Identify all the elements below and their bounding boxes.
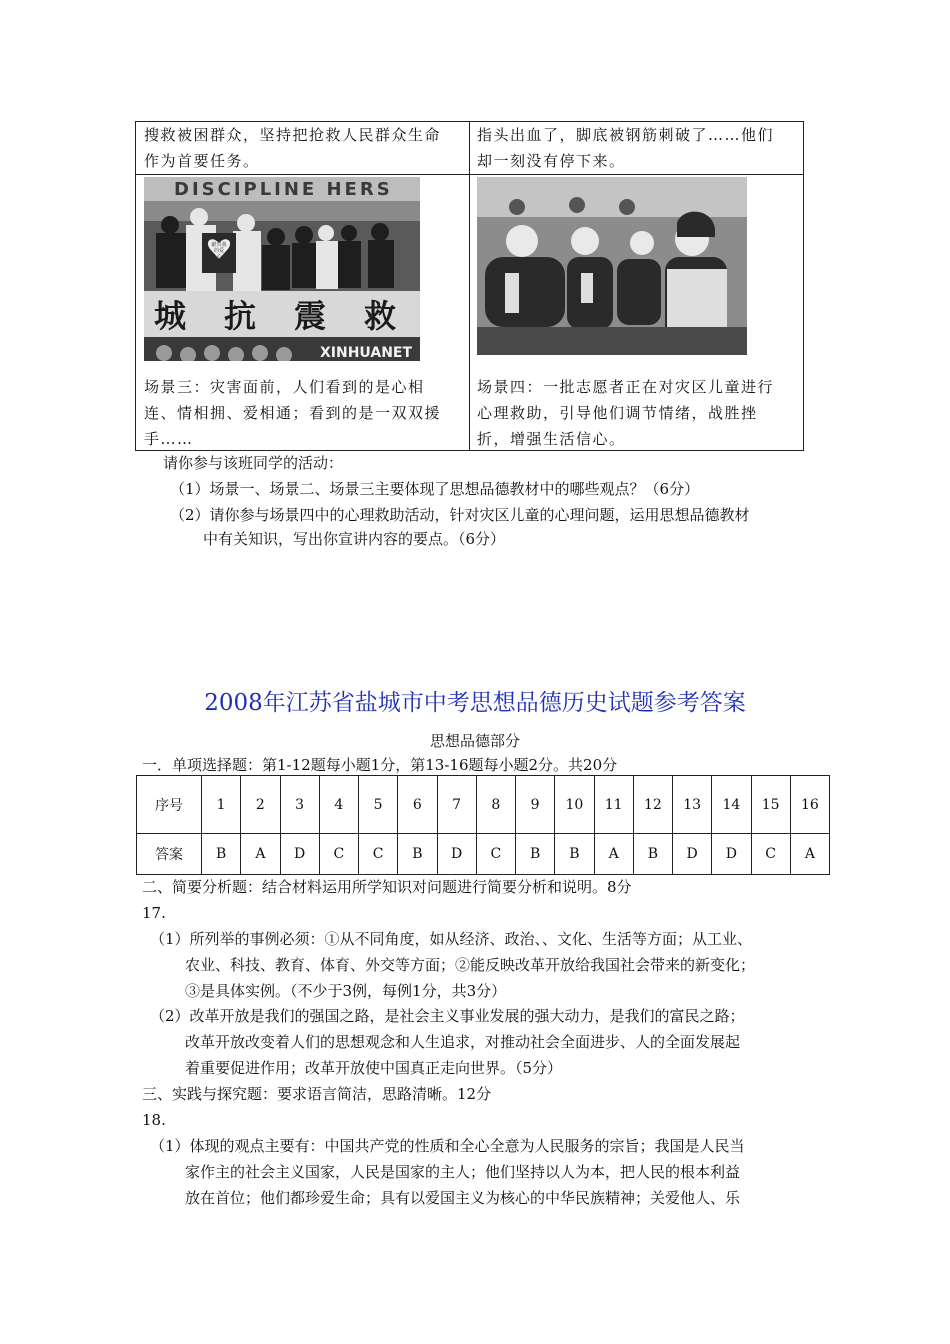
table-cell: B — [633, 834, 672, 875]
text-line: 作为首要任务。 — [144, 152, 260, 170]
text-line: 场景四：一批志愿者正在对灾区儿童进行 — [477, 378, 775, 396]
scene-table — [135, 121, 804, 451]
text-line: 心理救助，引导他们调节情绪，战胜挫 — [477, 404, 758, 422]
section-1-heading: 一．单项选择题：第1-12题每小题1分，第13-16题每小题2分。共20分 — [142, 756, 618, 774]
scene3-photo — [144, 177, 420, 361]
table-cell: 1 — [202, 776, 241, 834]
answer-text-line: （1）体现的观点主要有：中国共产党的性质和全心全意为人民服务的宗旨；我国是人民当 — [150, 1137, 745, 1155]
table-cell: B — [555, 834, 594, 875]
banner-top-text: DISCIPLINE HERS — [174, 179, 393, 200]
table-row — [137, 776, 830, 834]
table-cell: B — [516, 834, 555, 875]
table-cell: 12 — [633, 776, 672, 834]
table-cell: A — [241, 834, 280, 875]
table-cell: 7 — [437, 776, 476, 834]
table-cell: 序号 — [137, 776, 202, 834]
question-intro: 请你参与该班同学的活动： — [163, 454, 344, 472]
table-divider — [469, 122, 470, 450]
table-cell: 13 — [673, 776, 712, 834]
text-line: 场景三：灾害面前，人们看到的是心相 — [144, 378, 425, 396]
table-cell: 6 — [398, 776, 437, 834]
table-cell: 10 — [555, 776, 594, 834]
scene4-text — [477, 374, 799, 452]
watermark-text: XINHUANET — [320, 345, 413, 361]
table-cell: C — [751, 834, 790, 875]
scene-top-right-text — [477, 122, 799, 174]
table-divider — [136, 174, 803, 175]
text-line: 折，增强生活信心。 — [477, 430, 626, 448]
text-line: 搜救被困群众，坚持把抢救人民群众生命 — [144, 126, 442, 144]
question-2-line2: 中有关知识，写出你宣讲内容的要点。（6分） — [203, 530, 506, 548]
text-line: 手…… — [144, 430, 194, 448]
table-row — [137, 834, 830, 875]
table-cell: C — [319, 834, 358, 875]
banner-bottom-text: 城 — [154, 297, 187, 335]
table-cell: C — [476, 834, 515, 875]
table-cell: 2 — [241, 776, 280, 834]
table-cell: 16 — [790, 776, 829, 834]
table-cell: D — [437, 834, 476, 875]
table-cell: 3 — [280, 776, 319, 834]
table-cell: D — [673, 834, 712, 875]
answer-text-line: 着重要促进作用；改革开放使中国真正走向世界。（5分） — [185, 1059, 563, 1077]
section-2-heading: 二、简要分析题：结合材料运用所学知识对问题进行简要分析和说明。8分 — [142, 878, 632, 896]
table-cell: 答案 — [137, 834, 202, 875]
answer-text-line: 农业、科技、教育、体育、外交等方面；②能反映改革开放给我国社会带来的新变化； — [185, 956, 756, 974]
heart-text: 献出我 — [211, 242, 227, 248]
table-cell: D — [280, 834, 319, 875]
table-cell: 14 — [712, 776, 751, 834]
answer-text-line: ③是具体实例。（不少于3例，每例1分，共3分） — [185, 982, 507, 1000]
table-cell: B — [398, 834, 437, 875]
table-cell: B — [202, 834, 241, 875]
section-subtitle: 思想品德部分 — [429, 732, 520, 750]
table-cell: 15 — [751, 776, 790, 834]
question-1: （1）场景一、场景二、场景三主要体现了思想品德教材中的哪些观点？（6分） — [170, 480, 700, 498]
scene3-text — [144, 374, 466, 452]
banner-bottom-text: 救 — [364, 297, 397, 335]
text-line: 却一刻没有停下来。 — [477, 152, 626, 170]
answer-text-line: 家作主的社会主义国家，人民是国家的主人；他们坚持以人为本，把人民的根本利益 — [185, 1163, 741, 1181]
answer-text-line: 放在首位；他们都珍爱生命；具有以爱国主义为核心的中华民族精神；关爱他人、乐 — [185, 1189, 741, 1207]
question-number: 18. — [142, 1111, 166, 1129]
text-line: 指头出血了，脚底被钢筋刺破了……他们 — [477, 126, 775, 144]
section-3-heading: 三、实践与探究题：要求语言简洁，思路清晰。12分 — [142, 1085, 492, 1103]
answer-text-line: 改革开放改变着人们的思想观念和人生追求，对推动社会全面进步、人的全面发展起 — [185, 1033, 741, 1051]
banner-bottom-text: 震 — [294, 297, 327, 335]
table-cell: C — [359, 834, 398, 875]
banner-bottom-text: 抗 — [224, 297, 257, 335]
table-cell: 11 — [594, 776, 633, 834]
answer-text-line: （2）改革开放是我们的强国之路，是社会主义事业发展的强大动力，是我们的富民之路； — [150, 1007, 745, 1025]
text-line: 连、情相拥、爱相通；看到的是一双双援 — [144, 404, 442, 422]
scene-top-left-text — [144, 122, 464, 174]
question-number: 17. — [142, 904, 166, 922]
table-cell: 5 — [359, 776, 398, 834]
table-cell: 8 — [476, 776, 515, 834]
table-cell: D — [712, 834, 751, 875]
heart-text: 的爱 — [213, 248, 225, 254]
table-cell: A — [594, 834, 633, 875]
table-cell: 9 — [516, 776, 555, 834]
question-2-line1: （2）请你参与场景四中的心理救助活动，针对灾区儿童的心理问题，运用思想品德教材 — [170, 506, 750, 524]
page-title: 2008年江苏省盐城市中考思想品德历史试题参考答案 — [204, 690, 746, 716]
scene4-photo — [477, 177, 747, 355]
table-cell: 4 — [319, 776, 358, 834]
heart-text: 心 — [216, 254, 222, 260]
answer-table — [136, 775, 830, 875]
table-cell: A — [790, 834, 829, 875]
answer-text-line: （1）所列举的事例必须：①从不同角度，如从经济、政治、、文化、生活等方面；从工业、 — [150, 930, 753, 948]
